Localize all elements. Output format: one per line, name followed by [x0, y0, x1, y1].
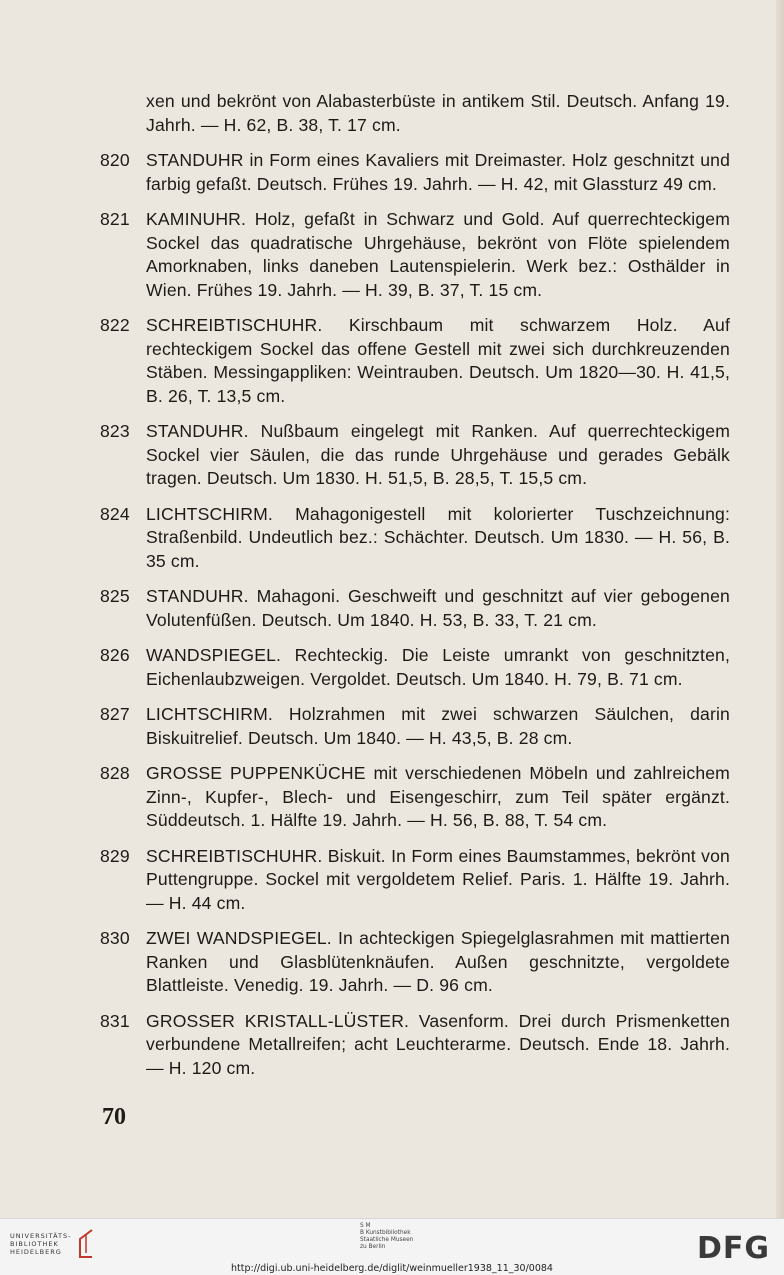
entry-text: STANDUHR in Form eines Kavaliers mit Dreimaster. Holz geschnitzt und farbig gefaßt. Deutsch. Frühes 19. Jahrh. — H. 42, mit Glassturz 49 cm.: [146, 150, 730, 194]
entry-text: GROSSER KRISTALL-LÜSTER. Vasenform. Drei durch Prismenketten verbundene Metallreifen; acht Leuchterarme. Deutsch. Ende 18. Jahrh. — H. 120 cm.: [146, 1010, 730, 1078]
intro-text: xen und bekrönt von Alabasterbüste in antikem Stil. Deutsch. Anfang 19. Jahrh. — H. 62, B. 38, T. 17 cm.: [146, 91, 730, 135]
catalog-entry: [100, 503, 730, 574]
entry-number: 826: [100, 645, 130, 665]
entry-text: STANDUHR. Mahagoni. Geschweift und geschnitzt auf vier gebogenen Volutenfüßen. Deutsch. Um 1840. H. 53, B. 33, T. 21 cm.: [146, 586, 730, 630]
dfg-logo: DFG: [696, 1231, 770, 1266]
intro-continuation: [100, 90, 730, 137]
viewer-footer: [0, 1218, 784, 1275]
uni-line: HEIDELBERG: [10, 1248, 62, 1256]
page-number: 70: [102, 1104, 126, 1130]
museum-line: S M: [360, 1223, 371, 1229]
entry-number: 824: [100, 503, 130, 524]
catalog-entry: [100, 1010, 730, 1081]
entry-number: 823: [100, 421, 130, 441]
catalog-entry: [100, 585, 730, 632]
entry-text: LICHTSCHIRM. Holzrahmen mit zwei schwarzen Säulchen, darin Biskuitrelief. Deutsch. Um 1840. — H. 43,5, B. 28 cm.: [146, 704, 730, 748]
entry-text: KAMINUHR. Holz, gefaßt in Schwarz und Gold. Auf querrechteckigem Sockel das quadratische Uhrgehäuse, bekrönt von Flöte spielendem Amorknaben, links daneben Lautenspielerin. Werk bez.: Osthälder in Wien. Frühes 19. Jahrh. — H. 39, B. 37, T. 15 cm.: [146, 209, 730, 300]
uni-line: BIBLIOTHEK: [10, 1240, 59, 1248]
entry-number: 829: [100, 845, 130, 866]
entry-number: 821: [100, 209, 130, 229]
university-library-label: [10, 1232, 72, 1256]
entry-text: SCHREIBTISCHUHR. Biskuit. In Form eines Baumstammes, bekrönt von Puttengruppe. Sockel mit vergoldetem Relief. Paris. 1. Hälfte 19. Jahrh. — H. 44 cm.: [146, 845, 730, 913]
entry-text: SCHREIBTISCHUHR. Kirschbaum mit schwarzem Holz. Auf rechteckigem Sockel das offene Gestell mit zwei sich durchkreuzenden Stäben. Messingappliken: Weintrauben. Deutsch. Um 1820—30. H. 41,5, B. 26, T. 13,5 cm.: [146, 315, 730, 406]
catalog-entry: [100, 927, 730, 998]
museum-line: Staatliche Museen: [360, 1237, 414, 1243]
catalog-entry: [100, 845, 730, 916]
entry-text: LICHTSCHIRM. Mahagonigestell mit kolorierter Tuschzeichnung: Straßenbild. Undeutlich bez.: Schächter. Deutsch. Um 1830. — H. 56, B. 35 cm.: [146, 503, 730, 571]
catalog-entry: [100, 703, 730, 750]
catalog-entry: [100, 149, 730, 196]
entry-number: 828: [100, 763, 130, 783]
entry-text: WANDSPIEGEL. Rechteckig. Die Leiste umrankt von geschnitzten, Eichenlaubzweigen. Vergoldet. Deutsch. Um 1840. H. 79, B. 71 cm.: [146, 645, 730, 689]
entry-number: 830: [100, 928, 130, 948]
entry-text: ZWEI WANDSPIEGEL. In achteckigen Spiegelglasrahmen mit mattierten Ranken und Glasblütenknäufen. Außen geschnitzte, vergoldete Blattleiste. Venedig. 19. Jahrh. — D. 96 cm.: [146, 928, 730, 995]
library-logo-icon: [72, 1227, 98, 1261]
catalog-entry: [100, 420, 730, 491]
page-edge: [776, 0, 784, 1218]
catalog-text: [100, 90, 730, 1092]
entry-text: GROSSE PUPPENKÜCHE mit verschiedenen Möbeln und zahlreichem Zinn-, Kupfer-, Blech- und Eisengeschirr, zum Teil später ergänzt. Süddeutsch. 1. Hälfte 19. Jahrh. — H. 56, B. 88, T. 54 cm.: [146, 763, 730, 830]
catalog-entry: [100, 208, 730, 302]
entry-number: 825: [100, 586, 130, 606]
entry-number: 827: [100, 704, 130, 724]
permalink-url[interactable]: http://digi.ub.uni-heidelberg.de/diglit/weinmueller1938_11_30/0084: [231, 1263, 553, 1274]
entry-number: 831: [100, 1010, 130, 1031]
catalog-entry: [100, 644, 730, 691]
museum-credit: [360, 1223, 480, 1251]
entry-number: 820: [100, 150, 130, 170]
entry-number-blank: [100, 90, 146, 137]
catalog-entry: [100, 314, 730, 408]
catalog-entry: [100, 762, 730, 833]
uni-line: UNIVERSITÄTS-: [10, 1232, 72, 1240]
entry-number: 822: [100, 315, 130, 335]
entry-text: STANDUHR. Nußbaum eingelegt mit Ranken. Auf querrechteckigem Sockel vier Säulen, die das runde Uhrgehäuse und gerades Gebälk tragen. Deutsch. Um 1830. H. 51,5, B. 28,5, T. 15,5 cm.: [146, 421, 730, 488]
museum-line: B Kunstbibliothek: [360, 1230, 411, 1236]
museum-line: zu Berlin: [360, 1244, 386, 1250]
